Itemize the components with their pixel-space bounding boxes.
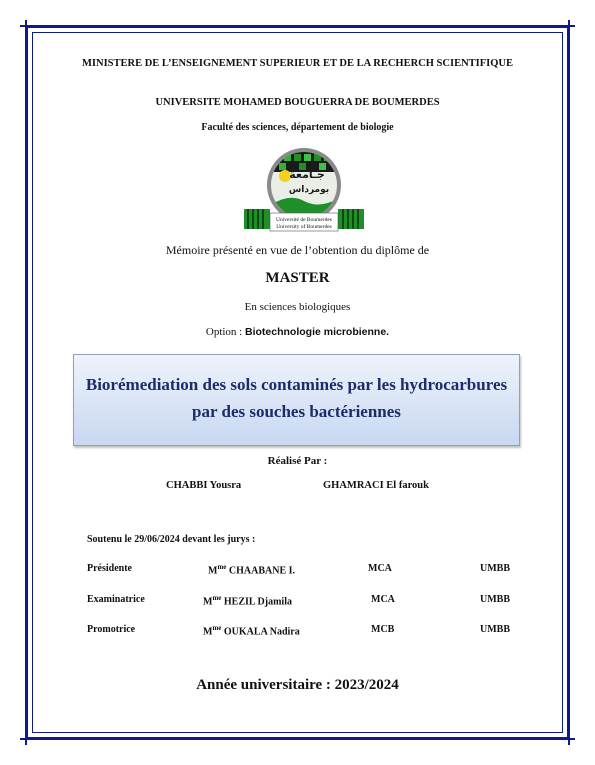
- jury-grade: MCA: [371, 594, 395, 605]
- jury-institution: UMBB: [480, 624, 510, 635]
- degree-title: MASTER: [265, 270, 330, 286]
- jury-name: $M^{me}$ OUKALA Nadira: [203, 624, 300, 638]
- author-name: GHAMRACI El farouk: [323, 480, 429, 491]
- thesis-title: [74, 371, 519, 425]
- logo-banner-fr: Université de Boumerdes: [276, 217, 332, 223]
- option-value: Biotechnologie microbienne.: [245, 326, 390, 338]
- academic-year: Année universitaire : 2023/2024: [196, 677, 399, 693]
- jury-grade: MCA: [368, 563, 392, 574]
- jury-row: [0, 563, 595, 579]
- logo-banner-en: University of Boumerdes: [276, 224, 332, 230]
- jury-institution: UMBB: [480, 563, 510, 574]
- jury-row: [0, 594, 595, 610]
- author-name: CHABBI Yousra: [166, 480, 242, 491]
- corner-ornament: [20, 20, 32, 32]
- defense-intro: Soutenu le 29/06/2024 devant les jurys :: [87, 534, 256, 545]
- speciality-line: En sciences biologiques: [244, 301, 351, 313]
- memoire-intro: Mémoire présenté en vue de l’obtention du diplôme de: [165, 243, 430, 257]
- authors-label: Réalisé Par :: [267, 455, 328, 467]
- thesis-title-box: [73, 354, 520, 446]
- thesis-title-line2: par des souches bactériennes: [192, 402, 401, 421]
- jury-role: Examinatrice: [87, 594, 145, 605]
- jury-role: Promotrice: [87, 624, 136, 635]
- jury-name: $M^{me}$ HEZIL Djamila: [203, 594, 292, 608]
- option-line: [40, 326, 555, 338]
- jury-row: [0, 624, 595, 640]
- corner-ornament: [563, 20, 575, 32]
- university-logo: [244, 145, 364, 235]
- jury-institution: UMBB: [480, 594, 510, 605]
- logo-arabic-line2: بومرداس: [288, 185, 330, 195]
- ministry-heading: MINISTERE DE L’ENSEIGNEMENT SUPERIEUR ET DE LA RECHERCH SCIENTIFIQUE: [82, 58, 513, 69]
- university-heading: UNIVERSITE MOHAMED BOUGUERRA DE BOUMERDES: [155, 97, 440, 108]
- option-label: Option :: [205, 326, 245, 338]
- jury-grade: MCB: [371, 624, 395, 635]
- logo-arabic-line1: جـامعة: [289, 168, 325, 181]
- corner-ornament: [563, 733, 575, 745]
- faculty-heading: Faculté des sciences, département de biologie: [201, 122, 394, 133]
- jury-name: $M^{me}$ CHAABANE I.: [208, 563, 296, 577]
- jury-role: Présidente: [87, 563, 132, 574]
- corner-ornament: [20, 733, 32, 745]
- thesis-title-line1: Biorémediation des sols contaminés par les hydrocarbures: [85, 375, 508, 394]
